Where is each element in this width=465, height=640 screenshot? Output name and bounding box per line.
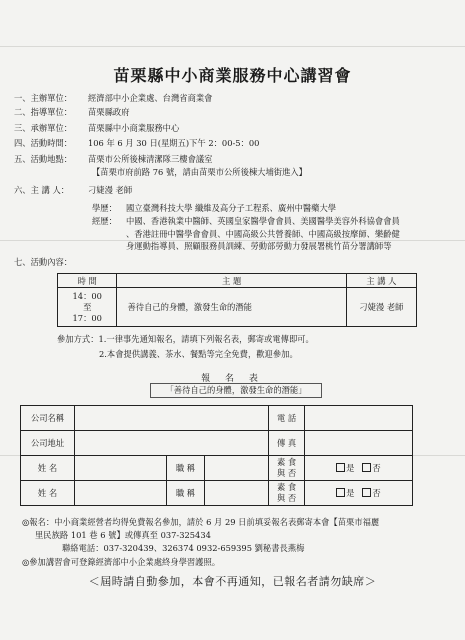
attendee-name-label: 姓 名	[21, 456, 75, 481]
speaker-label: 六、主 講 人：	[14, 185, 70, 195]
vegetarian-label	[269, 456, 304, 481]
phone-label: 電 話	[269, 406, 304, 431]
veg-line: 素 食	[276, 457, 297, 467]
registration-subtitle: 「善待自己的身體，激發生命的潛能」	[150, 383, 322, 398]
info-organizer	[14, 93, 212, 104]
vegetarian-label	[269, 481, 304, 506]
time-mid: 至	[83, 301, 92, 312]
position-label: 職 稱	[167, 481, 204, 506]
company-name-label: 公司名稱	[21, 406, 75, 431]
fax-field[interactable]	[304, 431, 412, 456]
veg-line: 素 食	[276, 482, 297, 492]
time-end: 17：00	[72, 312, 102, 323]
exp-line: 、香港註冊中醫學會會員、中國高級公共營養師、中國高級按摩師、樂齡健	[126, 229, 400, 239]
schedule-topic: 善待自己的身體，激發生命的潛能	[117, 288, 346, 327]
position-field[interactable]	[204, 456, 269, 481]
info-value: 106 年 6 月 30 日(星期五)下午 2：00-5：00	[88, 138, 260, 148]
method-line-1	[57, 334, 314, 345]
info-value: 苗栗市公所後棟清潔隊三樓會議室	[88, 154, 213, 164]
phone-field[interactable]	[304, 406, 412, 431]
note-passport: ◎參加講習會可登錄經濟部中小企業處終身學習護照。	[22, 557, 221, 567]
no-label: 否	[372, 488, 381, 498]
info-label: 三、承辦單位：	[14, 123, 73, 133]
edu-label: 學歷：	[92, 203, 117, 213]
schedule-lecturer: 刁婕漫 老師	[346, 288, 416, 327]
info-label: 五、活動地點：	[14, 154, 73, 164]
schedule-header-time: 時 間	[58, 274, 117, 288]
attendee-name-field[interactable]	[75, 481, 167, 506]
note-registration: ◎報名：中小商業經營者均得免費報名參加，請於 6 月 29 日前填妥報名表郵寄本會【苗栗市福麗	[22, 517, 380, 527]
veg-line: 與 否	[276, 493, 297, 503]
exp-line: 身運動指導員、照顧服務員訓練、勞動部勞動力發展署桃竹苗分署講師等	[126, 241, 392, 251]
attendee-name-field[interactable]	[75, 456, 167, 481]
note-address: 里民族路 101 巷 6 號】或傳真至 037-325434	[35, 530, 211, 540]
speaker-line	[14, 185, 132, 196]
no-label: 否	[372, 463, 381, 473]
yes-label: 是	[346, 463, 355, 473]
vegetarian-choice	[304, 456, 412, 481]
method-label: 參加方式：	[57, 334, 99, 344]
schedule-time	[58, 288, 117, 327]
closing-notice: ＜屆時請自動參加，本會不再通知，已報名者請勿缺席＞	[88, 575, 377, 588]
schedule-header-topic: 主 題	[117, 274, 346, 288]
checkbox-yes[interactable]	[336, 488, 345, 497]
speaker-experience	[92, 216, 400, 227]
position-field[interactable]	[204, 481, 269, 506]
info-location	[14, 154, 212, 165]
time-start: 14：00	[72, 290, 102, 301]
exp-line: 中國、香港執業中醫師、英國皇家醫學會會員、美國醫學美容外科協會會員	[126, 216, 400, 226]
company-address-label: 公司地址	[21, 431, 75, 456]
fold-line	[0, 46, 465, 47]
info-time	[14, 138, 259, 149]
info-guidance	[14, 107, 130, 118]
yes-label: 是	[346, 488, 355, 498]
vegetarian-choice	[304, 481, 412, 506]
method-line-2: 2.本會提供講義、茶水、餐點等完全免費，歡迎參加。	[99, 349, 298, 359]
content-label: 七、活動內容：	[14, 257, 73, 267]
speaker-name: 刁婕漫 老師	[88, 185, 133, 195]
info-host	[14, 123, 179, 134]
attendee-name-label: 姓 名	[21, 481, 75, 506]
info-value: 苗栗縣政府	[88, 107, 130, 117]
company-address-field[interactable]	[75, 431, 269, 456]
schedule-table	[57, 273, 417, 327]
company-name-field[interactable]	[75, 406, 269, 431]
speaker-education	[92, 203, 336, 214]
registration-title: 報 名 表	[201, 374, 264, 384]
exp-label: 經歷：	[92, 216, 117, 226]
info-label: 一、主辦單位：	[14, 93, 73, 103]
method-text: 1.一律事先通知報名，請填下列報名表，郵寄或電傳即可。	[98, 334, 314, 344]
note-contact: 聯絡電話：037-320439、326374 0932-659395 劉秘書長燕梅	[62, 543, 305, 553]
fax-label: 傳 真	[269, 431, 304, 456]
checkbox-yes[interactable]	[336, 463, 345, 472]
edu-value: 國立臺灣科技大學 纖維及高分子工程系、廣州中醫藥大學	[126, 203, 337, 213]
checkbox-no[interactable]	[362, 488, 371, 497]
info-value: 苗栗縣中小商業服務中心	[88, 123, 180, 133]
info-label: 二、指導單位：	[14, 107, 73, 117]
location-note: 【苗栗市府前路 76 號，請由苗栗市公所後棟大埔街進入】	[92, 167, 307, 177]
checkbox-no[interactable]	[362, 463, 371, 472]
registration-form	[20, 405, 413, 506]
schedule-header-lecturer: 主 講 人	[346, 274, 416, 288]
page-title: 苗栗縣中小商業服務中心講習會	[113, 66, 352, 85]
position-label: 職 稱	[167, 456, 204, 481]
veg-line: 與 否	[276, 468, 297, 478]
info-value: 經濟部中小企業處、台灣省商業會	[88, 93, 213, 103]
info-label: 四、活動時間：	[14, 138, 73, 148]
